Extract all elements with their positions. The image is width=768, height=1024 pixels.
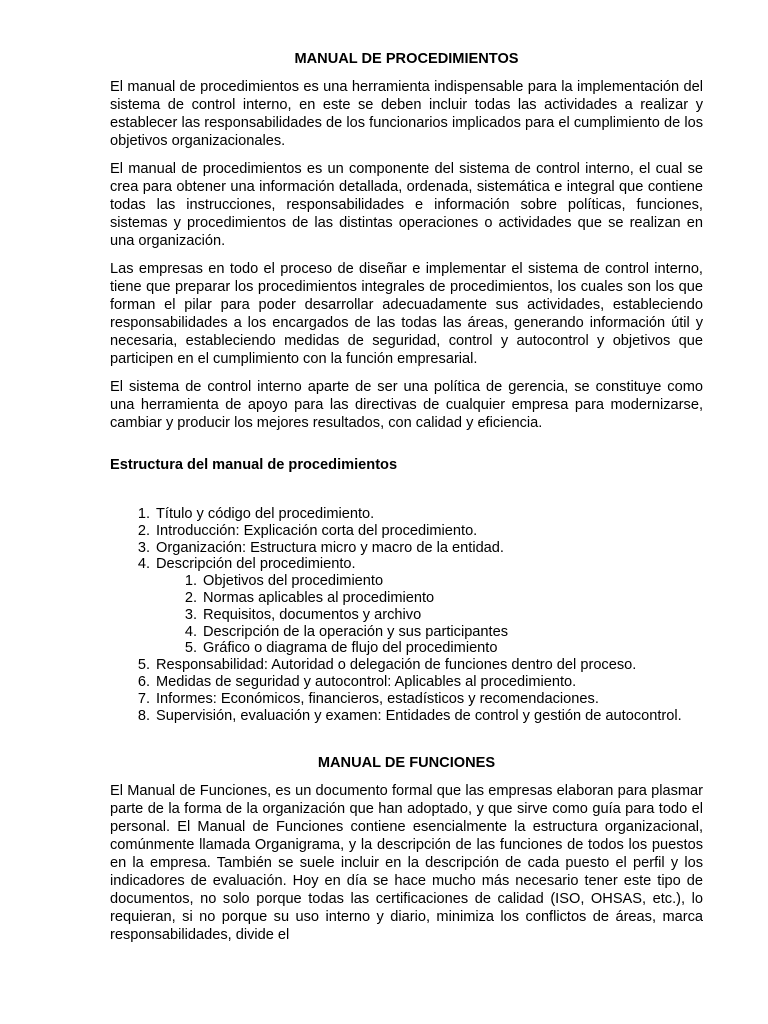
list-item-text: Medidas de seguridad y autocontrol: Aplicables al procedimiento. [156, 673, 577, 690]
list-item-text: Introducción: Explicación corta del procedimiento. [156, 522, 478, 539]
sub-list-item-text: Requisitos, documentos y archivo [203, 606, 422, 623]
list-item-text: Organización: Estructura micro y macro de la entidad. [156, 539, 504, 556]
sub-list-number: 1. [184, 573, 197, 590]
subheading-estructura: Estructura del manual de procedimientos [110, 457, 398, 473]
sub-list-number: 2. [184, 589, 197, 606]
list-number: 7. [137, 690, 150, 707]
paragraph-5: El Manual de Funciones, es un documento formal que las empresas elaboran para plasmar parte de la forma de la organización que han adoptado, y que sirve como guía para todo el personal. El Manual de Funciones contiene esencialmente la estructura organizacional, comúnmente llamada Organigrama, y la descripción de las funciones de todos los puestos en la empresa. También se suele incluir en la descripción de cada puesto el perfil y los indicadores de evaluación. Hoy en día se hace mucho más necesario tener este tipo de documentos, no solo porque todas las certificaciones de calidad (ISO, OHSAS, etc.), lo requieran, si no porque su uso interno y diario, minimiza los conflictos de áreas, marca responsabilidades, divide el [110, 783, 703, 944]
section-title-procedimientos: MANUAL DE PROCEDIMIENTOS [294, 51, 519, 67]
list-item-text: Supervisión, evaluación y examen: Entidades de control y gestión de autocontrol. [156, 707, 682, 724]
sub-list-number: 4. [184, 623, 197, 640]
list-number: 2. [137, 522, 150, 539]
sub-list-item-text: Gráfico o diagrama de flujo del procedimiento [203, 640, 498, 657]
list-item [137, 707, 703, 725]
paragraph-4: El sistema de control interno aparte de ser una política de gerencia, se constituye como una herramienta de apoyo para las directivas de cualquier empresa para modernizarse, cambiar y producir los mejores resultados, con calidad y eficiencia. [110, 379, 703, 431]
list-number: 4. [137, 556, 150, 573]
sub-list-item [184, 623, 703, 641]
list-number: 5. [137, 657, 150, 674]
list-number: 3. [137, 539, 150, 556]
list-number: 1. [137, 506, 150, 522]
list-number: 8. [137, 707, 150, 724]
paragraph-1: El manual de procedimientos es una herramienta indispensable para la implementación del sistema de control interno, en este se deben incluir todas las actividades a realizar y establecer las responsabilidades de los funcionarios implicados para el cumplimiento de los objetivos organizacionales. [110, 79, 703, 149]
list-item-text: Informes: Económicos, financieros, estadísticos y recomendaciones. [156, 690, 599, 707]
list-item [137, 657, 703, 674]
sub-list-number: 5. [184, 640, 197, 657]
list-item-text: Responsabilidad: Autoridad o delegación de funciones dentro del proceso. [156, 657, 637, 674]
section-title-funciones: MANUAL DE FUNCIONES [317, 755, 496, 772]
document-page [110, 50, 703, 954]
sub-list-item [184, 640, 703, 657]
sub-list-item [184, 589, 703, 607]
paragraph-3: Las empresas en todo el proceso de diseñar e implementar el sistema de control interno, tiene que preparar los procedimientos integrales de procedimientos, los cuales son los que forman el pilar para poder desarrollar adecuadamente sus actividades, estableciendo responsabilidades a los encargados de las todas las áreas, generando información útil y necesaria, estableciendo medidas de seguridad, control y autocontrol y objetivos que participen en el cumplimiento con la función empresarial. [110, 261, 703, 367]
list-item [137, 690, 703, 708]
list-item [137, 673, 703, 691]
list-item [137, 556, 703, 657]
sub-list-item-text: Objetivos del procedimiento [203, 573, 384, 590]
list-item-text: Título y código del procedimiento. [156, 506, 375, 522]
list-item-text: Descripción del procedimiento. [156, 556, 356, 573]
sub-list-item-text: Descripción de la operación y sus participantes [203, 623, 509, 640]
structure-list [110, 506, 703, 724]
paragraph-2: El manual de procedimientos es un componente del sistema de control interno, el cual se crea para obtener una información detallada, ordenada, sistemática e integral que contiene todas las instrucciones, responsabilidades e información sobre políticas, funciones, sistemas y procedimientos de las distintas operaciones o actividades que se realizan en una organización. [110, 161, 703, 249]
list-item [137, 506, 703, 523]
sub-list-item-text: Normas aplicables al procedimiento [203, 589, 435, 606]
sub-list-item [184, 573, 703, 590]
list-number: 6. [137, 673, 150, 690]
sub-list-number: 3. [184, 606, 197, 623]
list-item [137, 522, 703, 540]
sub-list-item [184, 606, 703, 624]
sub-list [156, 573, 703, 657]
list-item [137, 539, 703, 557]
